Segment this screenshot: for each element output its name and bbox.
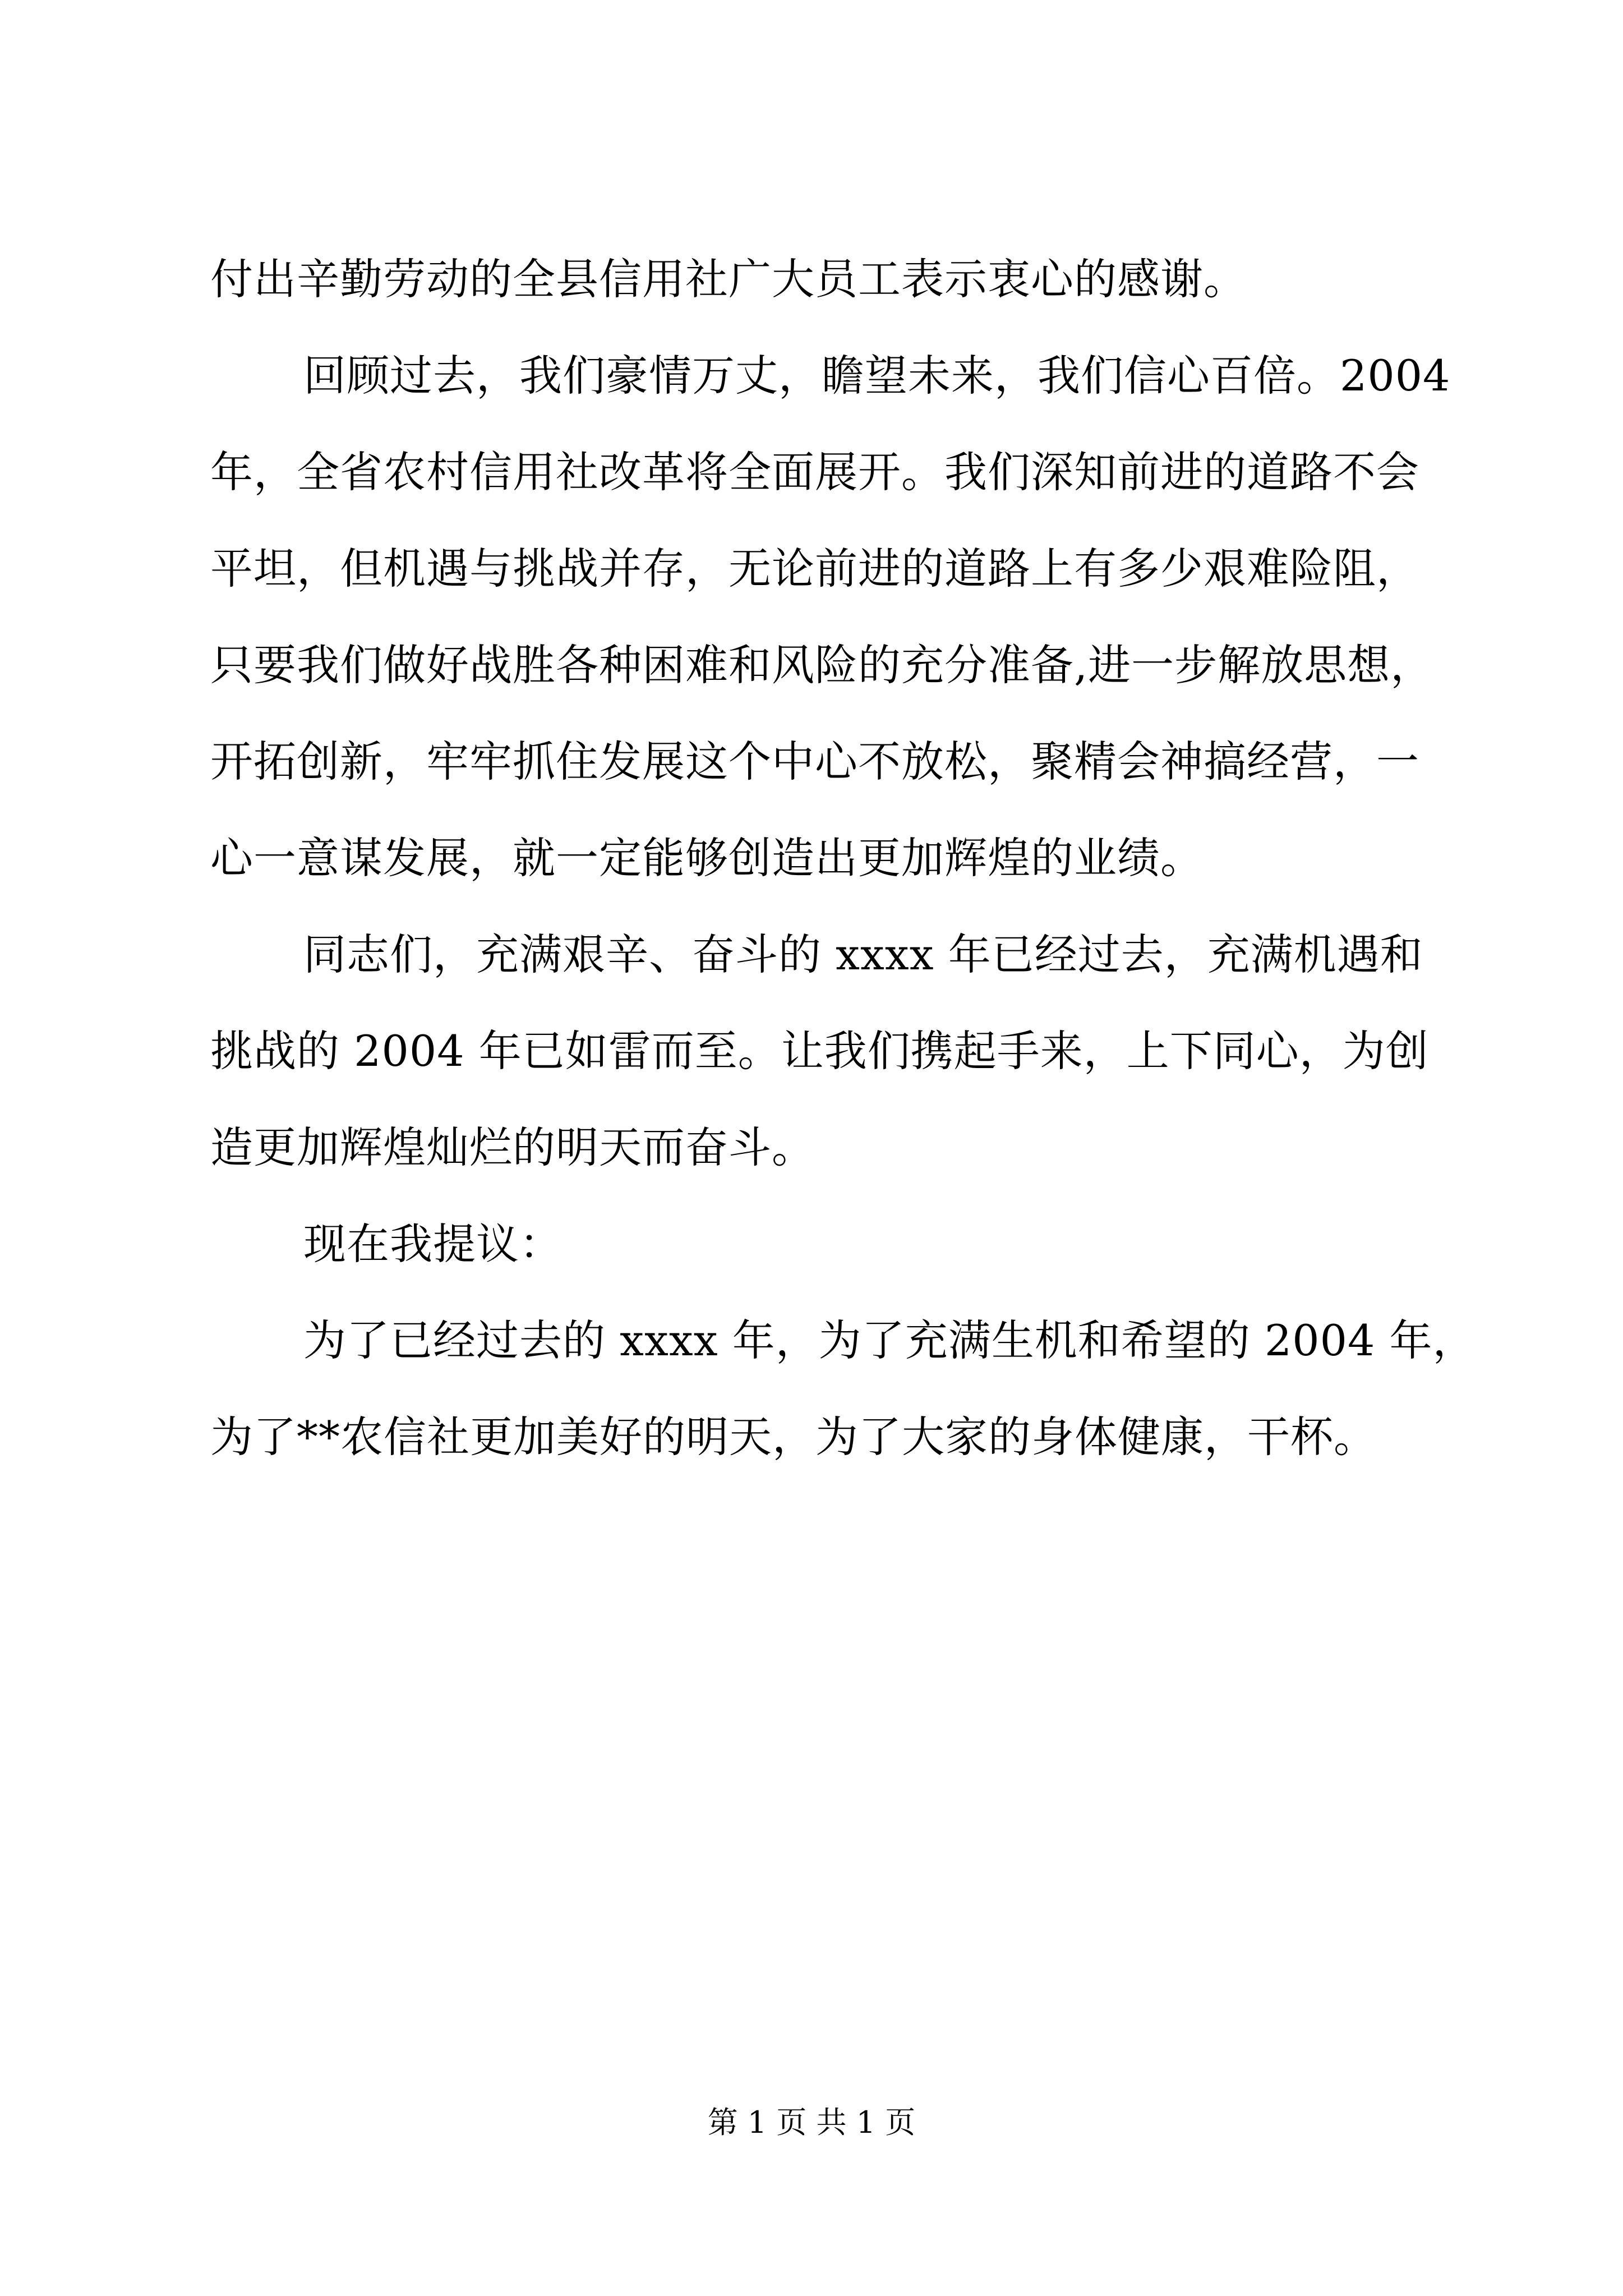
text-line: 年，全省农村信用社改革将全面展开。我们深知前进的道路不会 [210,447,1419,497]
page-number-footer: 第 1 页 共 1 页 [707,2105,916,2140]
text-line: 开拓创新，牢牢抓住发展这个中心不放松，聚精会神搞经营，一 [210,737,1419,786]
paragraph-start-line: 为了已经过去的 xxxx 年，为了充满生机和希望的 2004 年， [303,1315,1476,1365]
text-line: 平坦，但机遇与挑战并存，无论前进的道路上有多少艰难险阻， [210,544,1419,593]
document-body [210,254,1476,1510]
paragraph-start-line: 同志们，充满艰辛、奋斗的 xxxx 年已经过去，充满机遇和 [303,930,1423,979]
text-line: 造更加辉煌灿烂的明天而奋斗。 [210,1122,815,1172]
text-line: 挑战的 2004 年已如雷而至。让我们携起手来，上下同心，为创 [210,1026,1429,1076]
text-line: 心一意谋发展，就一定能够创造出更加辉煌的业绩。 [210,833,1204,883]
text-line: 只要我们做好战胜各种困难和风险的充分准备,进一步解放思想， [210,640,1434,690]
text-line: 为了**农信社更加美好的明天，为了大家的身体健康，干杯。 [210,1412,1377,1462]
paragraph-start-line: 现在我提议： [303,1219,562,1269]
text-line: 付出辛勤劳动的全县信用社广大员工表示衷心的感谢。 [210,254,1247,304]
paragraph-start-line: 回顾过去，我们豪情万丈，瞻望未来，我们信心百倍。2004 [303,351,1451,401]
